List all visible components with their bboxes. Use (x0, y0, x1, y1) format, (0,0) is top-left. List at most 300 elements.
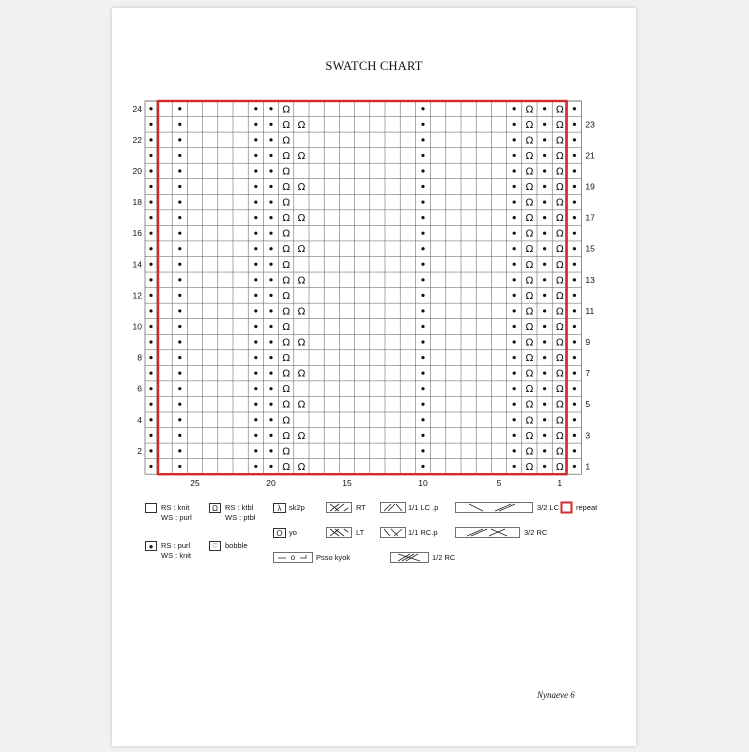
purl-dot (178, 107, 181, 110)
row-number-right: 1 (585, 461, 591, 472)
purl-dot (254, 387, 257, 390)
ktbl-symbol: Ω (555, 446, 564, 458)
purl-dot (543, 232, 546, 235)
purl-dot (513, 465, 516, 468)
ktbl-symbol: Ω (555, 135, 564, 147)
purl-dot (149, 465, 152, 468)
purl-dot (254, 263, 257, 266)
purl-dot (513, 294, 516, 297)
column-number: 25 (190, 478, 200, 489)
ktbl-symbol: Ω (525, 399, 534, 411)
ktbl-symbol: Ω (525, 306, 534, 318)
purl-dot (149, 449, 152, 452)
column-number: 5 (496, 478, 502, 489)
ktbl-symbol: Ω (282, 290, 291, 302)
purl-dot (178, 403, 181, 406)
purl-dot (149, 418, 152, 421)
purl-dot (149, 278, 152, 281)
purl-dot (178, 247, 181, 250)
ktbl-symbol: Ω (297, 150, 306, 162)
row-number-right: 17 (585, 212, 595, 223)
purl-dot (421, 449, 424, 452)
purl-dot (421, 465, 424, 468)
purl-dot (254, 418, 257, 421)
purl-dot (149, 325, 152, 328)
purl-dot (149, 294, 152, 297)
sk2p-label: sk2p (289, 503, 305, 512)
purl-dot (513, 356, 516, 359)
purl-dot (149, 340, 152, 343)
ktbl-symbol: Ω (525, 259, 534, 271)
repeat-label: repeat (576, 503, 598, 512)
ktbl-symbol: Ω (282, 384, 291, 396)
row-number-right: 23 (585, 119, 595, 130)
purl-dot (254, 465, 257, 468)
svg-text:o: o (290, 553, 296, 562)
purl-dot (543, 403, 546, 406)
purl-dot (178, 278, 181, 281)
ktbl-symbol: Ω (525, 213, 534, 225)
purl-dot (421, 138, 424, 141)
purl-dot (149, 123, 152, 126)
purl-dot (543, 294, 546, 297)
row-number-left: 16 (132, 228, 142, 239)
purl-dot (269, 418, 272, 421)
purl-dot (421, 278, 424, 281)
ktbl-symbol: Ω (297, 119, 306, 131)
purl-dot (178, 418, 181, 421)
ktbl-symbol: Ω (525, 135, 534, 147)
purl-dot (573, 340, 576, 343)
row-number-left: 14 (132, 259, 142, 270)
row-number-right: 19 (585, 181, 595, 192)
purl-dot (269, 434, 272, 437)
purl-dot (573, 169, 576, 172)
purl-dot (269, 263, 272, 266)
ktbl-symbol: Ω (282, 228, 291, 240)
row-number-right: 21 (585, 150, 595, 161)
purl-label: RS : purl (161, 541, 191, 550)
ktbl-symbol: Ω (525, 368, 534, 380)
purl-dot (421, 169, 424, 172)
purl-dot (254, 434, 257, 437)
purl-dot (421, 107, 424, 110)
purl-dot (254, 356, 257, 359)
ktbl-symbol: Ω (525, 353, 534, 365)
purl-dot (513, 138, 516, 141)
purl-dot (269, 138, 272, 141)
purl-dot (543, 278, 546, 281)
purl-dot (254, 278, 257, 281)
ktbl-symbol: Ω (297, 213, 306, 225)
ktbl-symbol: Ω (282, 182, 291, 194)
purl-dot (573, 434, 576, 437)
sk2p-icon: λ (273, 503, 286, 513)
ktbl-symbol: Ω (555, 415, 564, 427)
ktbl-symbol: Ω (282, 197, 291, 209)
ktbl-symbol: Ω (282, 337, 291, 349)
purl-dot (421, 387, 424, 390)
purl-dot (573, 309, 576, 312)
purl-dot (254, 247, 257, 250)
purl-dot (149, 138, 152, 141)
ktbl-symbol: Ω (297, 430, 306, 442)
purl-dot (573, 216, 576, 219)
purl-dot (149, 434, 152, 437)
ktbl-symbol: Ω (555, 104, 564, 116)
purl-dot (573, 294, 576, 297)
purl-dot (254, 138, 257, 141)
purl-dot (149, 185, 152, 188)
purl-dot (178, 325, 181, 328)
purl-dot (573, 325, 576, 328)
purl-dot (149, 107, 152, 110)
purl-dot (573, 107, 576, 110)
purl-dot (269, 185, 272, 188)
purl-dot (254, 107, 257, 110)
purl-dot (573, 263, 576, 266)
chart-title: SWATCH CHART (325, 59, 423, 73)
purl-dot (543, 200, 546, 203)
purl-dot (149, 232, 152, 235)
ktbl-symbol: Ω (525, 104, 534, 116)
purl-dot (543, 356, 546, 359)
rc32-label: 3/2 RC (524, 528, 548, 537)
purl-dot (513, 185, 516, 188)
purl-dot (543, 123, 546, 126)
purl-dot (254, 185, 257, 188)
ktbl-symbol: Ω (297, 275, 306, 287)
purl-dot (513, 154, 516, 157)
purl-dot (543, 138, 546, 141)
purl-dot (513, 107, 516, 110)
ktbl-symbol: Ω (525, 182, 534, 194)
ktbl-symbol: Ω (525, 228, 534, 240)
row-number-left: 2 (137, 445, 142, 456)
purl-dot (573, 123, 576, 126)
purl-dot (178, 169, 181, 172)
ktbl-symbol: Ω (525, 337, 534, 349)
rt-icon (326, 502, 352, 513)
purl-dot (513, 372, 516, 375)
purl-dot (178, 372, 181, 375)
purl-dot (421, 200, 424, 203)
rc-p-label: 1/1 RC.p (408, 528, 438, 537)
ktbl-symbol: Ω (525, 119, 534, 131)
ktbl-symbol: Ω (282, 353, 291, 365)
purl-dot (178, 387, 181, 390)
ktbl-symbol: Ω (282, 213, 291, 225)
purl-dot (178, 200, 181, 203)
purl-dot (513, 309, 516, 312)
purl-dot (254, 340, 257, 343)
purl-dot (513, 325, 516, 328)
purl-dot (149, 356, 152, 359)
ktbl-symbol: Ω (297, 399, 306, 411)
ktbl-symbol: Ω (525, 166, 534, 178)
purl-dot (269, 309, 272, 312)
purl-dot (573, 185, 576, 188)
row-number-left: 18 (132, 197, 142, 208)
row-number-right: 13 (585, 274, 595, 285)
knit-symbol (145, 503, 157, 513)
purl-dot (543, 169, 546, 172)
purl-dot (421, 403, 424, 406)
ktbl-symbol: Ω (282, 368, 291, 380)
ktbl-symbol: Ω (297, 306, 306, 318)
ktbl-symbol: Ω (525, 321, 534, 333)
purl-dot (178, 123, 181, 126)
ktbl-symbol: Ω (282, 461, 291, 473)
ktbl-symbol: Ω (282, 150, 291, 162)
purl-dot (269, 107, 272, 110)
purl-dot (421, 216, 424, 219)
ktbl-symbol: Ω (297, 368, 306, 380)
purl-dot (149, 216, 152, 219)
ktbl-symbol: Ω (555, 337, 564, 349)
purl-dot (178, 216, 181, 219)
purl-dot (421, 247, 424, 250)
purl-dot (254, 403, 257, 406)
purl-dot (269, 154, 272, 157)
ktbl-symbol: Ω (555, 244, 564, 256)
lc32-icon (455, 502, 533, 513)
ktbl-symbol: Ω (297, 182, 306, 194)
knit-label: RS : knit (161, 503, 190, 512)
purl-dot (543, 340, 546, 343)
purl-dot (254, 123, 257, 126)
purl-dot (178, 294, 181, 297)
purl-dot (269, 403, 272, 406)
purl-dot (573, 465, 576, 468)
purl-dot (573, 200, 576, 203)
purl-dot (178, 138, 181, 141)
ktbl-symbol: Ω (555, 384, 564, 396)
purl-dot (513, 403, 516, 406)
purl-dot (254, 154, 257, 157)
ktbl-symbol: Ω (282, 244, 291, 256)
ktbl-symbol: Ω (297, 461, 306, 473)
ktbl-symbol: Ω (282, 430, 291, 442)
purl-dot (421, 294, 424, 297)
purl-dot (573, 278, 576, 281)
row-number-right: 5 (585, 399, 591, 410)
purl-dot (543, 263, 546, 266)
purl-dot (269, 169, 272, 172)
rc12-icon (390, 552, 429, 563)
purl-dot (254, 232, 257, 235)
knit-ws-label: WS : purl (161, 513, 192, 522)
ktbl-symbol: Ω (282, 446, 291, 458)
ktbl-symbol: Ω (282, 166, 291, 178)
ktbl-symbol: Ω (555, 119, 564, 131)
purl-dot (178, 309, 181, 312)
ktbl-symbol: Ω (282, 275, 291, 287)
purl-dot (513, 169, 516, 172)
purl-dot (513, 449, 516, 452)
psso-label: Psso kyok (316, 553, 351, 562)
ktbl-symbol: Ω (555, 228, 564, 240)
purl-dot (149, 154, 152, 157)
purl-dot (421, 418, 424, 421)
rt-label: RT (356, 503, 366, 512)
purl-dot (269, 465, 272, 468)
purl-dot (269, 294, 272, 297)
yo-label: yo (289, 528, 297, 537)
purl-dot (573, 449, 576, 452)
purl-dot (513, 247, 516, 250)
ktbl-symbol: Ω (525, 290, 534, 302)
purl-dot (421, 154, 424, 157)
rc-p-icon (380, 527, 406, 538)
purl-dot (149, 169, 152, 172)
purl-dot (269, 216, 272, 219)
rc32-icon (455, 527, 520, 538)
bobble-label: bobble (225, 541, 248, 550)
purl-dot (269, 387, 272, 390)
purl-dot (573, 403, 576, 406)
purl-dot (178, 232, 181, 235)
ktbl-symbol: Ω (282, 415, 291, 427)
purl-dot (149, 263, 152, 266)
purl-dot (543, 449, 546, 452)
purl-dot (421, 356, 424, 359)
ktbl-symbol: Ω (525, 446, 534, 458)
purl-dot (254, 216, 257, 219)
column-number: 20 (266, 478, 276, 489)
purl-dot (513, 216, 516, 219)
purl-dot (269, 247, 272, 250)
ktbl-symbol: Ω (525, 197, 534, 209)
ktbl-symbol: Ω (282, 259, 291, 271)
psso-icon (273, 552, 313, 563)
purl-dot (543, 418, 546, 421)
ktbl-symbol: Ω (282, 399, 291, 411)
purl-dot (513, 278, 516, 281)
purl-dot (513, 418, 516, 421)
purl-dot (178, 185, 181, 188)
purl-dot (421, 434, 424, 437)
purl-dot (573, 138, 576, 141)
ktbl-symbol: Ω (525, 461, 534, 473)
ktbl-symbol: Ω (555, 275, 564, 287)
ktbl-symbol: Ω (555, 306, 564, 318)
purl-dot (513, 200, 516, 203)
purl-dot (573, 418, 576, 421)
column-number: 1 (557, 478, 563, 489)
purl-dot (254, 325, 257, 328)
ktbl-symbol: Ω (555, 353, 564, 365)
purl-dot (421, 372, 424, 375)
repeat-box-icon (560, 501, 573, 514)
purl-dot (573, 387, 576, 390)
purl-dot (573, 232, 576, 235)
purl-dot (178, 434, 181, 437)
purl-dot (254, 449, 257, 452)
ktbl-symbol: Ω (555, 290, 564, 302)
purl-dot (513, 232, 516, 235)
ktbl-symbol: Ω (525, 244, 534, 256)
purl-dot (269, 372, 272, 375)
purl-dot (421, 309, 424, 312)
purl-dot (573, 372, 576, 375)
purl-dot (421, 185, 424, 188)
row-number-left: 10 (132, 321, 142, 332)
purl-dot (269, 232, 272, 235)
purl-dot (543, 372, 546, 375)
ktbl-icon: Ω (209, 503, 221, 513)
row-number-left: 22 (132, 134, 142, 145)
purl-dot (421, 263, 424, 266)
purl-dot (178, 340, 181, 343)
purl-dot (513, 123, 516, 126)
purl-dot (543, 107, 546, 110)
row-number-left: 24 (132, 103, 142, 114)
row-number-left: 4 (137, 414, 142, 425)
purl-dot (543, 387, 546, 390)
purl-dot (149, 403, 152, 406)
purl-dot (149, 387, 152, 390)
lc-p-label: 1/1 LC .p (408, 503, 439, 512)
purl-dot (543, 465, 546, 468)
purl-dot (543, 309, 546, 312)
ktbl-symbol: Ω (282, 104, 291, 116)
purl-dot (178, 356, 181, 359)
lc32-label: 3/2 LC (537, 503, 560, 512)
purl-dot (269, 449, 272, 452)
purl-dot (254, 372, 257, 375)
ktbl-symbol: Ω (297, 244, 306, 256)
purl-dot (421, 325, 424, 328)
ktbl-symbol: Ω (282, 135, 291, 147)
row-number-right: 7 (585, 368, 591, 379)
ktbl-label: RS : ktbl (225, 503, 254, 512)
purl-dot (543, 434, 546, 437)
purl-dot (149, 309, 152, 312)
purl-dot (149, 200, 152, 203)
purl-dot (269, 123, 272, 126)
ktbl-symbol: Ω (525, 384, 534, 396)
ktbl-symbol: Ω (282, 321, 291, 333)
purl-dot (513, 387, 516, 390)
purl-dot (543, 185, 546, 188)
rc12-label: 1/2 RC (432, 553, 456, 562)
ktbl-symbol: Ω (555, 430, 564, 442)
bobble-icon: ♡ (209, 541, 221, 551)
ktbl-symbol: Ω (555, 399, 564, 411)
purl-dot (513, 340, 516, 343)
footer-page-label: Nynaeve 6 (537, 690, 575, 700)
ktbl-symbol: Ω (555, 150, 564, 162)
purl-dot (178, 154, 181, 157)
lt-label: LT (356, 528, 365, 537)
purl-dot (573, 247, 576, 250)
purl-dot (254, 294, 257, 297)
purl-dot (421, 123, 424, 126)
purl-dot (513, 434, 516, 437)
column-number: 10 (418, 478, 428, 489)
ktbl-symbol: Ω (555, 213, 564, 225)
purl-dot (178, 465, 181, 468)
ktbl-ws-label: WS : ptbl (225, 513, 256, 522)
purl-dot (254, 200, 257, 203)
ktbl-symbol: Ω (555, 368, 564, 380)
purl-dot (269, 356, 272, 359)
ktbl-symbol: Ω (282, 119, 291, 131)
yo-icon: O (273, 528, 286, 538)
purl-dot (254, 169, 257, 172)
lt-icon (326, 527, 352, 538)
